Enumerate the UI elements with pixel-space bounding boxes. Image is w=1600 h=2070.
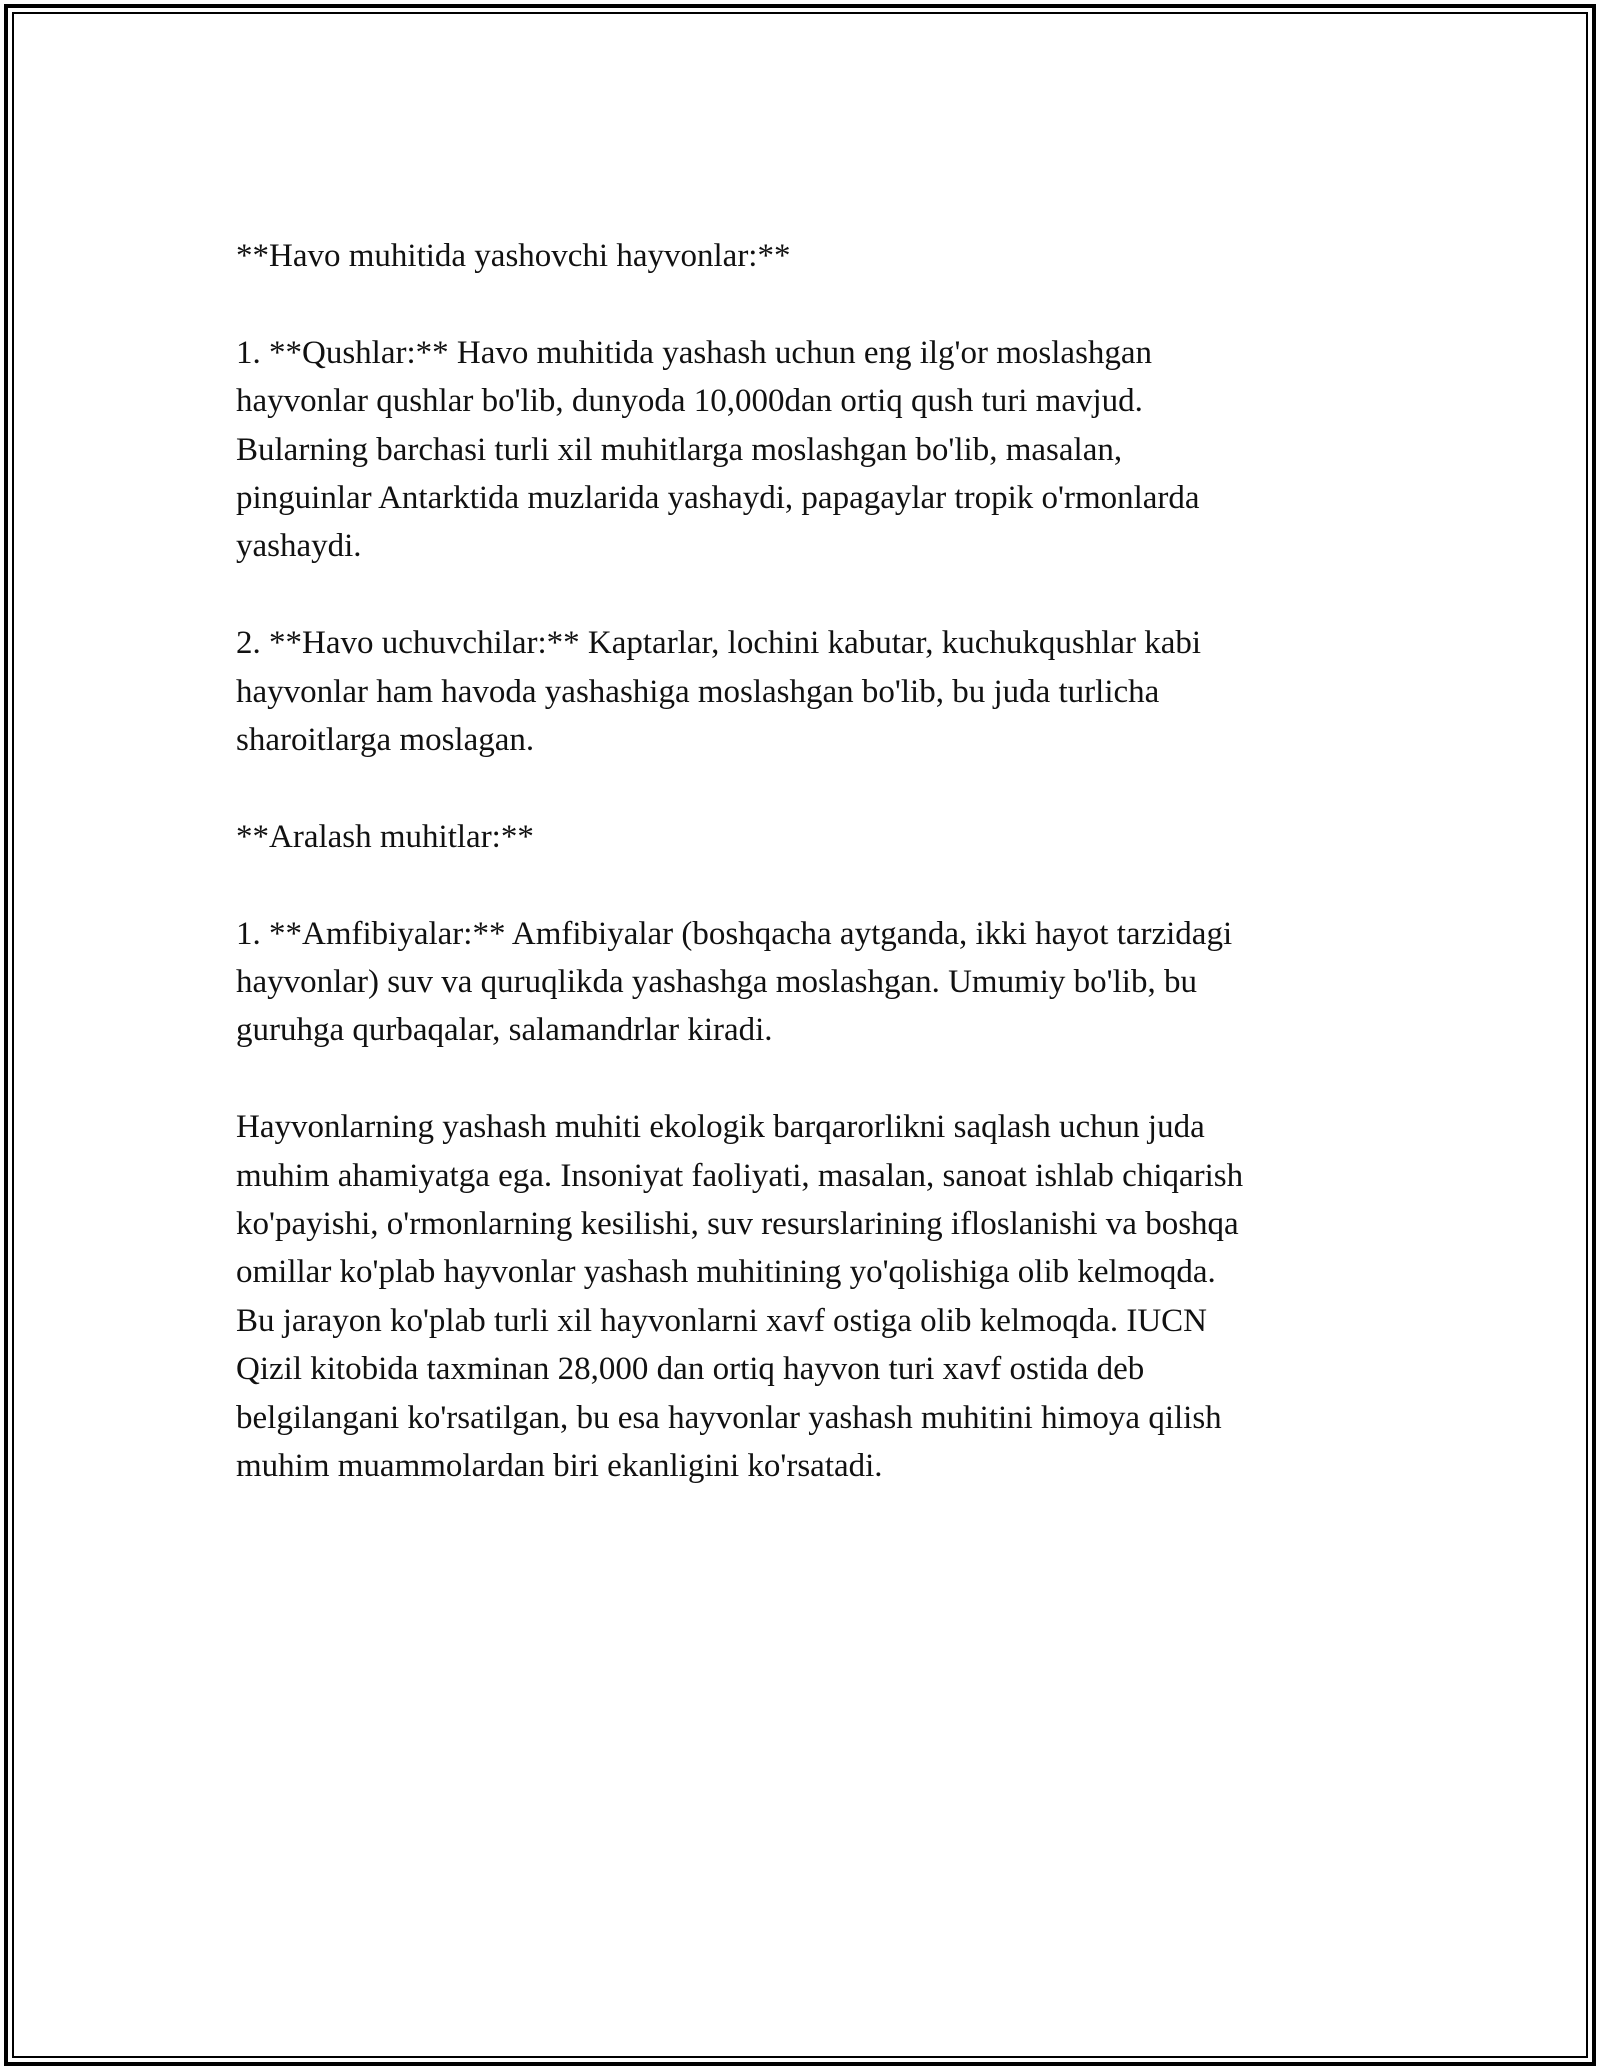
list-item-air-flyers: 2. **Havo uchuvchilar:** Kaptarlar, lochini kabutar, kuchukqushlar kabi hayvonlar ham havoda yashashiga moslashgan bo'lib, bu juda turlicha sharoitlarga moslagan.	[236, 625, 1202, 759]
conclusion-paragraph: Hayvonlarning yashash muhiti ekologik barqarorlikni saqlash uchun juda muhim ahamiyatga ega. Insoniyat faoliyati, masalan, sanoat ishlab chiqarish ko'payishi, o'rmonlarning kesilishi, suv resurslarining ifloslanishi va boshqa omillar ko'plab hayvonlar yashash muhitining yo'qolishiga olib kelmoqda. Bu jarayon ko'plab turli xil hayvonlarni xavf ostiga olib kelmoqda. IUCN Qizil kitobida taxminan 28,000 dan ortiq hayvon turi xavf ostida deb belgilangani ko'rsatilgan, bu esa hayvonlar yashash muhitini himoya qilish muhim muammolardan biri ekanligini ko'rsatadi.	[236, 1109, 1244, 1485]
section-heading-mixed: **Aralash muhitlar:**	[236, 818, 534, 855]
list-item-birds: 1. **Qushlar:** Havo muhitida yashash uchun eng ilg'or moslashgan hayvonlar qushlar bo'lib, dunyoda 10,000dan ortiq qush turi mavjud. Bularning barchasi turli xil muhitlarga moslashgan bo'lib, masalan, pinguinlar Antarktida muzlarida yashaydi, papagaylar tropik o'rmonlarda yashaydi.	[236, 334, 1200, 565]
document-body	[236, 232, 1376, 1490]
list-item-amphibians: 1. **Amfibiyalar:** Amfibiyalar (boshqacha aytganda, ikki hayot tarzidagi hayvonlar) suv va quruqlikda yashashga moslashgan. Umumiy bo'lib, bu guruhga qurbaqalar, salamandrlar kiradi.	[236, 915, 1233, 1049]
section-heading-air: **Havo muhitida yashovchi hayvonlar:**	[236, 238, 791, 274]
